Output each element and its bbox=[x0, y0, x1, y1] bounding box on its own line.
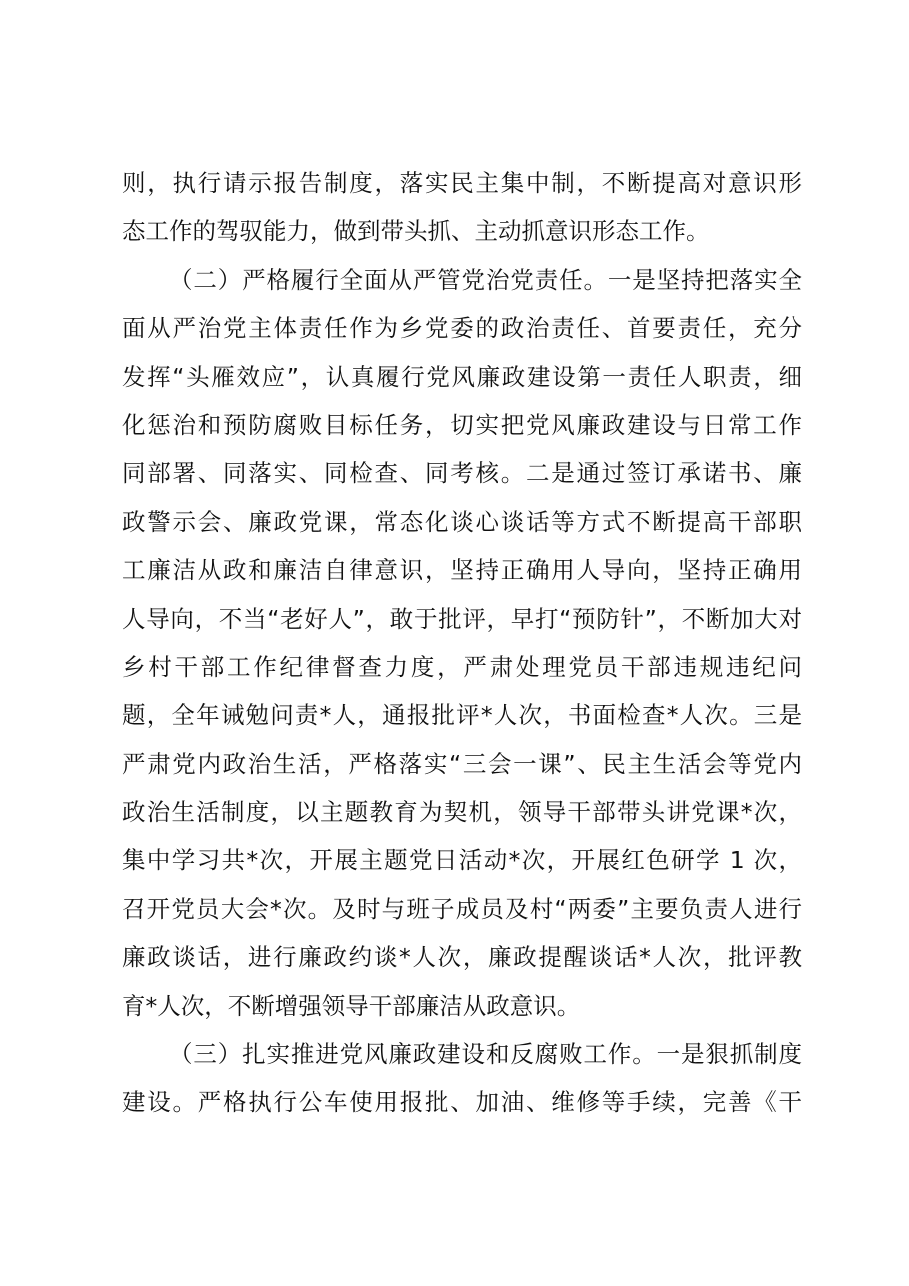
text-line: 化惩治和预防腐败目标任务，切实把党风廉政建设与日常工作 bbox=[122, 410, 802, 439]
text-line: 政警示会、廉政党课，常态化谈心谈话等方式不断提高干部职 bbox=[122, 507, 802, 536]
paragraph-heading-line: （三）扎实推进党风廉政建设和反腐败工作。一是狠抓制度 bbox=[169, 1040, 802, 1069]
text-line: 则，执行请示报告制度，落实民主集中制，不断提高对意识形 bbox=[122, 169, 802, 197]
text-line: 题，全年诫勉问责*人，通报批评*人次，书面检查*人次。三是 bbox=[122, 701, 802, 730]
text-line: 工廉洁从政和廉洁自律意识，坚持正确用人导向，坚持正确用 bbox=[122, 556, 802, 585]
text-line: 乡村干部工作纪律督查力度，严肃处理党员干部违规违纪问 bbox=[122, 652, 802, 681]
text-line: 态工作的驾驭能力，做到带头抓、主动抓意识形态工作。 bbox=[122, 217, 710, 246]
text-line: 召开党员大会*次。及时与班子成员及村“两委”主要负责人进行 bbox=[122, 894, 802, 923]
body-text bbox=[122, 159, 802, 1127]
text-line: 建设。严格执行公车使用报批、加油、维修等手续，完善《干 bbox=[122, 1088, 802, 1117]
text-line: 廉政谈话，进行廉政约谈*人次，廉政提醒谈话*人次，批评教 bbox=[122, 943, 802, 972]
text-line: 面从严治党主体责任作为乡党委的政治责任、首要责任，充分 bbox=[122, 314, 802, 343]
text-line: 育*人次，不断增强领导干部廉洁从政意识。 bbox=[122, 991, 581, 1020]
text-line: 发挥“头雁效应”，认真履行党风廉政建设第一责任人职责，细 bbox=[122, 362, 802, 391]
text-line: 严肃党内政治生活，严格落实“三会一课”、民主生活会等党内 bbox=[122, 749, 802, 778]
paragraph-heading-line: （二）严格履行全面从严管党治党责任。一是坚持把落实全 bbox=[169, 265, 802, 294]
text-line: 人导向，不当“老好人”，敢于批评，早打“预防针”，不断加大对 bbox=[122, 604, 802, 633]
text-line: 政治生活制度，以主题教育为契机，领导干部带头讲党课*次， bbox=[122, 798, 802, 827]
text-line: 集中学习共*次，开展主题党日活动*次，开展红色研学 1 次， bbox=[122, 846, 802, 875]
text-line: 同部署、同落实、同检查、同考核。二是通过签订承诺书、廉 bbox=[122, 459, 802, 488]
